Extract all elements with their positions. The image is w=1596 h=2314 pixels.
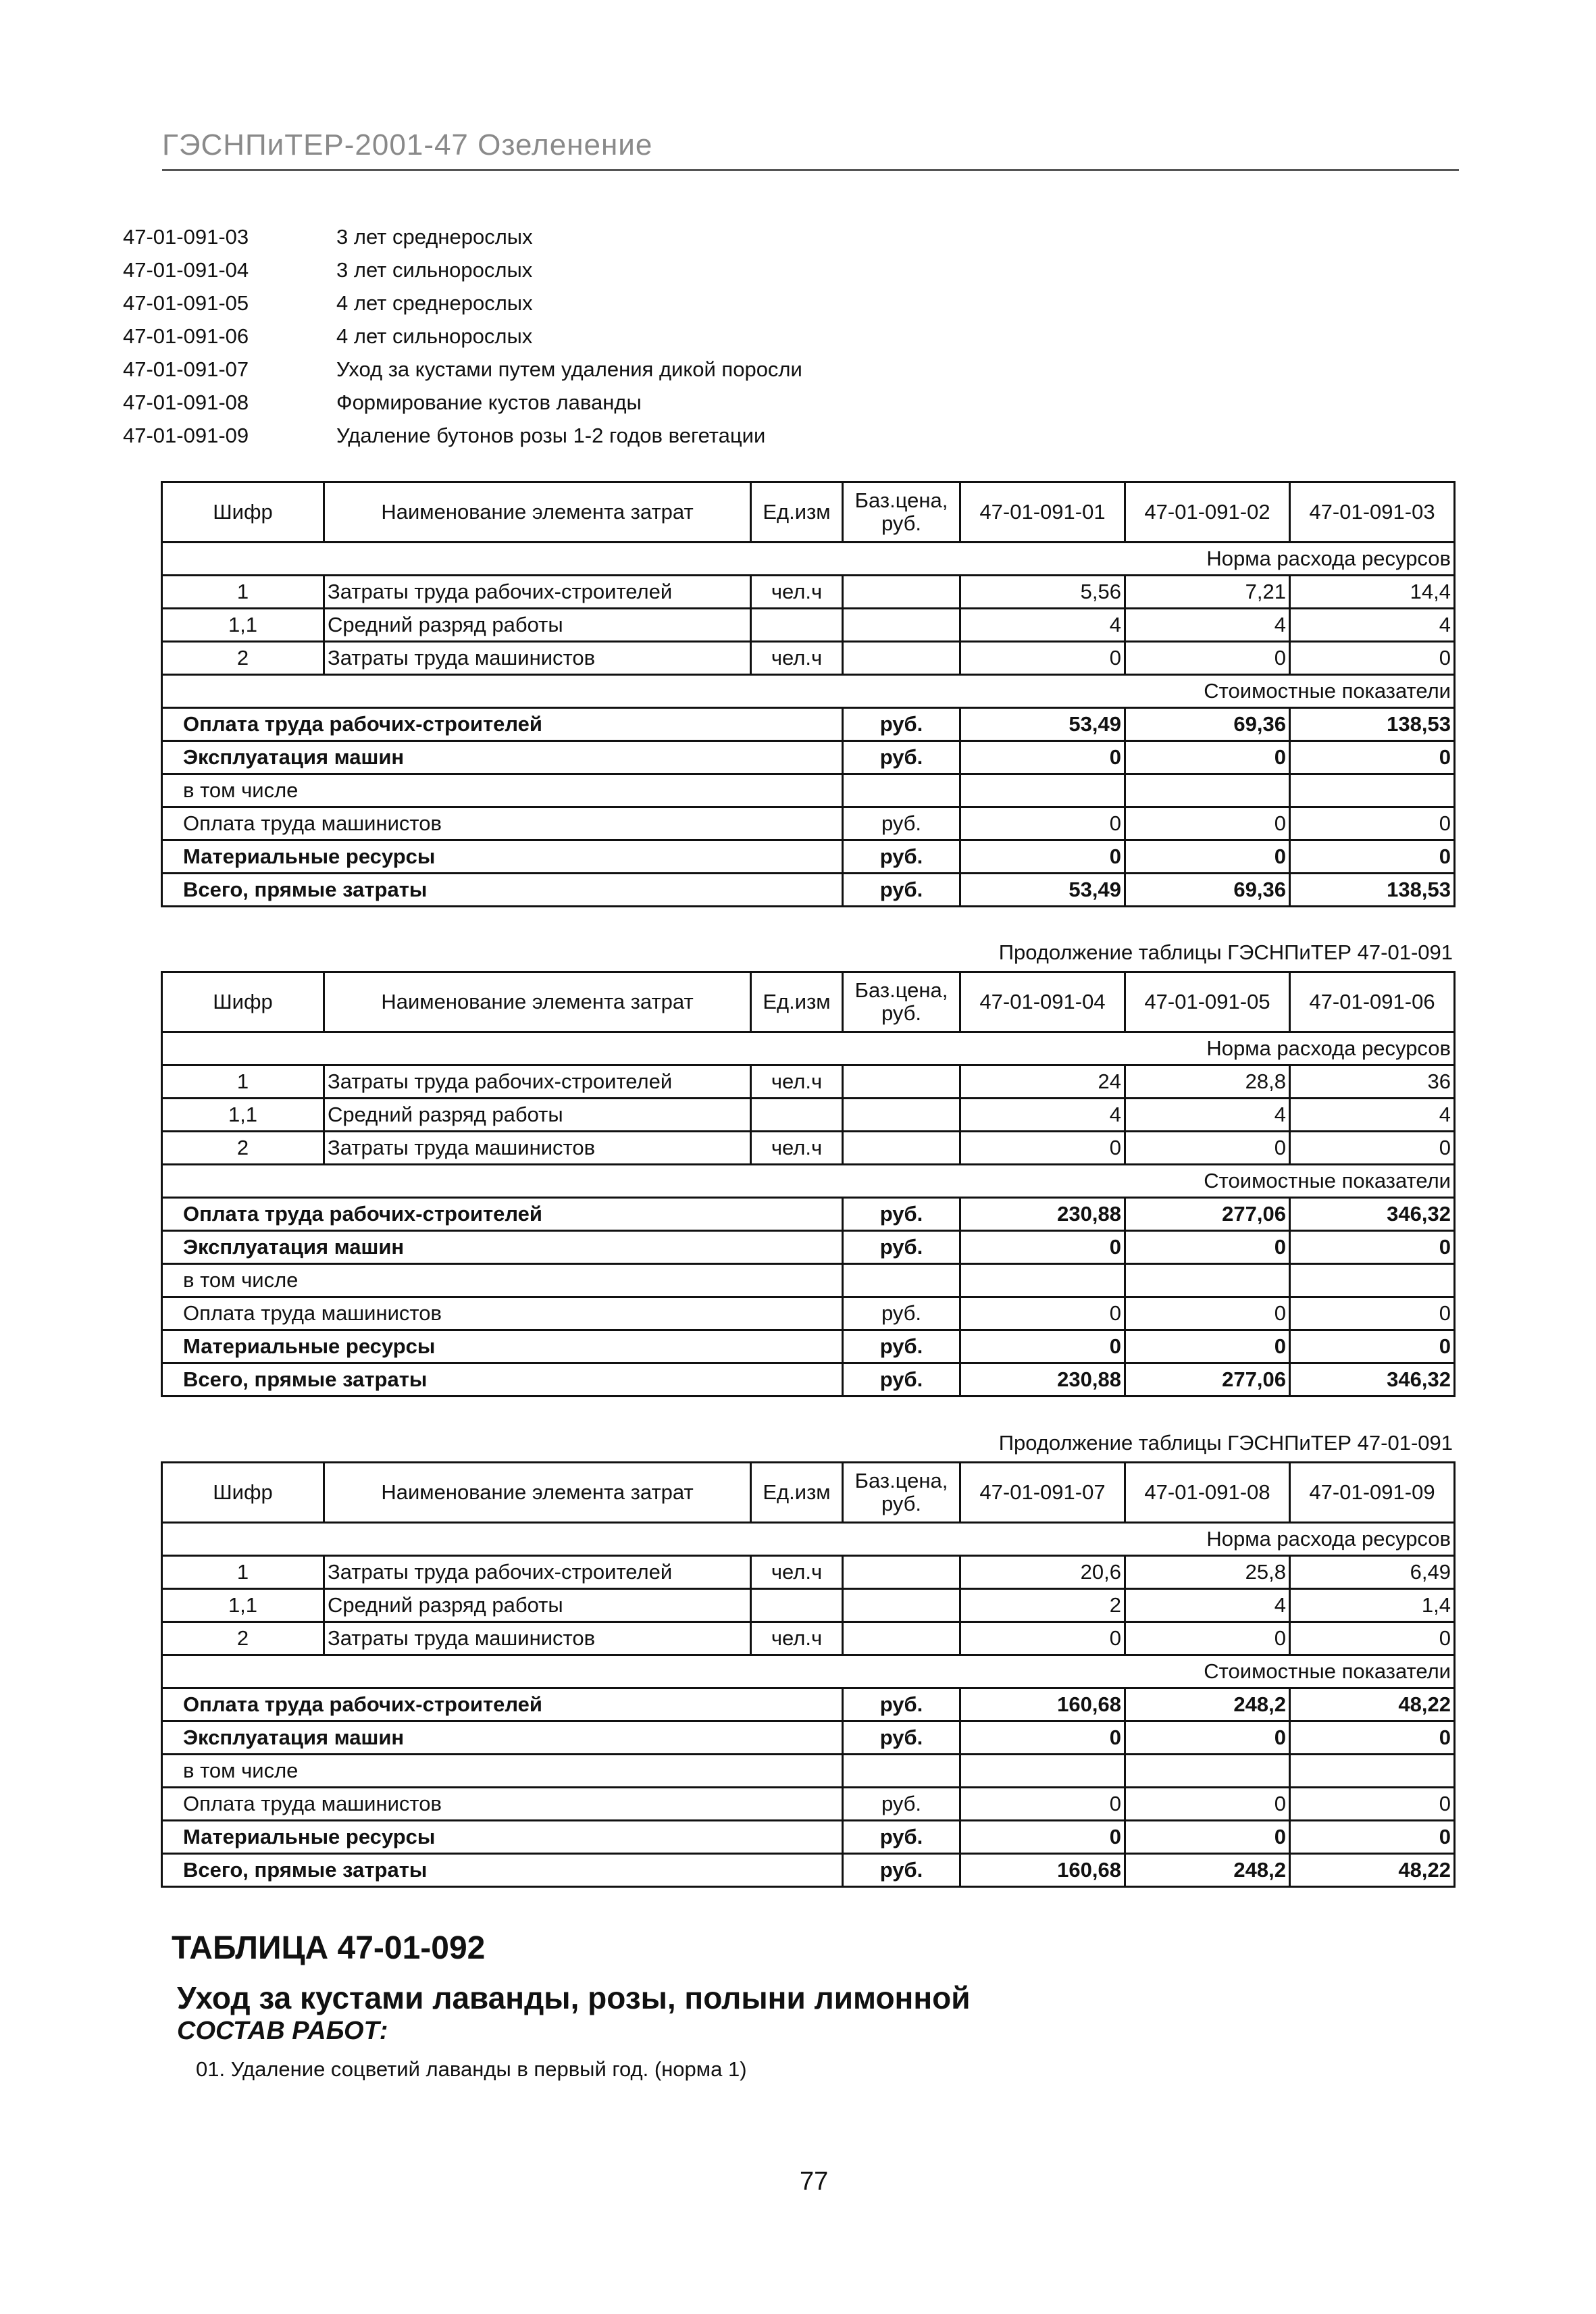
cost-value: 277,06: [1125, 1198, 1290, 1231]
cost-label: Материальные ресурсы: [162, 1821, 843, 1854]
resource-table-2: [161, 971, 1456, 1397]
col-unit: Ед.изм: [751, 972, 843, 1032]
row-cipher: 2: [162, 1622, 324, 1655]
cost-value: 0: [1290, 1788, 1455, 1821]
list-text: 4 лет среднерослых: [336, 291, 533, 315]
cost-value: 277,06: [1125, 1363, 1290, 1397]
col-price: [843, 1463, 960, 1523]
row-value: 0: [960, 642, 1125, 675]
col-code: 47-01-091-02: [1125, 482, 1290, 543]
cost-value: 248,2: [1125, 1688, 1290, 1721]
cost-label: Оплата труда машинистов: [162, 1297, 843, 1330]
cost-value: 0: [1290, 741, 1455, 774]
cost-value: 248,2: [1125, 1854, 1290, 1887]
list-code: 47-01-091-09: [123, 424, 249, 447]
cost-value: 346,32: [1290, 1198, 1455, 1231]
table-row: [162, 609, 1455, 642]
section-subtitle: Уход за кустами лаванды, розы, полыни лимонной: [177, 1980, 971, 2015]
cost-label: Эксплуатация машин: [162, 1231, 843, 1264]
cost-row: [162, 1821, 1455, 1854]
col-price-line1: Баз.цена,: [854, 1469, 948, 1492]
cost-unit: руб.: [843, 807, 960, 840]
row-unit: [751, 609, 843, 642]
cost-value: 0: [960, 807, 1125, 840]
cost-value: [1290, 1755, 1455, 1788]
cost-unit: руб.: [843, 1788, 960, 1821]
code-list: [123, 220, 802, 452]
cost-value: 0: [1290, 1330, 1455, 1363]
section-label: Стоимостные показатели: [162, 1655, 1455, 1688]
cost-label: в том числе: [162, 774, 843, 807]
row-value: 5,56: [960, 576, 1125, 609]
table-header-row: [162, 972, 1455, 1032]
col-cipher: Шифр: [162, 972, 324, 1032]
cost-row: [162, 840, 1455, 874]
cost-value: 0: [960, 741, 1125, 774]
cost-row: [162, 807, 1455, 840]
list-code: 47-01-091-05: [123, 291, 249, 315]
cost-row: [162, 708, 1455, 741]
row-value: 36: [1290, 1065, 1455, 1099]
list-item: [123, 419, 802, 452]
cost-unit: руб.: [843, 1198, 960, 1231]
page-number: 77: [800, 2167, 829, 2196]
col-cipher: Шифр: [162, 1463, 324, 1523]
cost-label: в том числе: [162, 1264, 843, 1297]
col-cipher: Шифр: [162, 482, 324, 543]
cost-label: Эксплуатация машин: [162, 741, 843, 774]
row-value: 0: [1290, 1132, 1455, 1165]
table-header-row: [162, 1463, 1455, 1523]
row-name: Затраты труда машинистов: [324, 1132, 751, 1165]
col-name: Наименование элемента затрат: [324, 972, 751, 1032]
section-row: [162, 675, 1455, 708]
row-unit: чел.ч: [751, 1556, 843, 1589]
row-name: Средний разряд работы: [324, 609, 751, 642]
col-code: 47-01-091-01: [960, 482, 1125, 543]
list-code: 47-01-091-04: [123, 258, 249, 282]
cost-value: 0: [960, 1231, 1125, 1264]
list-code: 47-01-091-08: [123, 391, 249, 414]
row-value: 7,21: [1125, 576, 1290, 609]
cost-label: Материальные ресурсы: [162, 840, 843, 874]
cost-label: Материальные ресурсы: [162, 1330, 843, 1363]
list-item: [123, 386, 802, 419]
row-value: 4: [1290, 1099, 1455, 1132]
row-value: 2: [960, 1589, 1125, 1622]
list-item: [123, 286, 802, 320]
table-row: [162, 1556, 1455, 1589]
col-unit: Ед.изм: [751, 482, 843, 543]
section-row: [162, 1165, 1455, 1198]
cost-label: Всего, прямые затраты: [162, 874, 843, 907]
cost-label: Оплата труда рабочих-строителей: [162, 1198, 843, 1231]
table-row: [162, 1622, 1455, 1655]
row-value: 1,4: [1290, 1589, 1455, 1622]
list-item: [123, 320, 802, 353]
row-name: Средний разряд работы: [324, 1589, 751, 1622]
cost-value: 0: [1125, 1721, 1290, 1755]
row-name: Затраты труда рабочих-строителей: [324, 576, 751, 609]
list-text: 4 лет сильнорослых: [336, 324, 533, 348]
continuation-caption: Продолжение таблицы ГЭСНПиТЕР 47-01-091: [998, 1431, 1453, 1455]
cost-value: 0: [960, 1788, 1125, 1821]
list-code: 47-01-091-03: [123, 225, 249, 249]
cost-value: 138,53: [1290, 874, 1455, 907]
list-text: 3 лет среднерослых: [336, 225, 533, 249]
list-code: 47-01-091-07: [123, 357, 249, 381]
row-value: 0: [1125, 642, 1290, 675]
row-value: 6,49: [1290, 1556, 1455, 1589]
section-label: Стоимостные показатели: [162, 675, 1455, 708]
cost-row: [162, 1330, 1455, 1363]
list-text: Удаление бутонов розы 1-2 годов вегетации: [336, 424, 766, 447]
row-value: 0: [1125, 1132, 1290, 1165]
row-unit: чел.ч: [751, 576, 843, 609]
row-value: 0: [960, 1132, 1125, 1165]
cost-unit: руб.: [843, 1330, 960, 1363]
cost-unit: руб.: [843, 1297, 960, 1330]
table-header-row: [162, 482, 1455, 543]
list-code: 47-01-091-06: [123, 324, 249, 348]
cost-label: Эксплуатация машин: [162, 1721, 843, 1755]
cost-value: 0: [1290, 807, 1455, 840]
cost-value: 0: [1125, 741, 1290, 774]
cost-value: 160,68: [960, 1688, 1125, 1721]
cost-unit: [843, 1755, 960, 1788]
cost-row: [162, 1198, 1455, 1231]
cost-value: 0: [1125, 807, 1290, 840]
cost-label: Оплата труда рабочих-строителей: [162, 1688, 843, 1721]
list-item: [123, 353, 802, 386]
cost-label: Всего, прямые затраты: [162, 1363, 843, 1397]
cost-value: 346,32: [1290, 1363, 1455, 1397]
row-cipher: 2: [162, 1132, 324, 1165]
row-value: 0: [1290, 1622, 1455, 1655]
row-value: 20,6: [960, 1556, 1125, 1589]
cost-value: 0: [1125, 1821, 1290, 1854]
row-value: 28,8: [1125, 1065, 1290, 1099]
col-name: Наименование элемента затрат: [324, 1463, 751, 1523]
resource-table-1: [161, 481, 1456, 907]
page-header: ГЭСНПиТЕР-2001-47 Озеленение: [162, 128, 653, 161]
table-row: [162, 1589, 1455, 1622]
cost-row: [162, 1264, 1455, 1297]
row-cipher: 1,1: [162, 609, 324, 642]
row-price: [843, 1589, 960, 1622]
cost-unit: руб.: [843, 741, 960, 774]
cost-value: 69,36: [1125, 708, 1290, 741]
row-price: [843, 1099, 960, 1132]
cost-unit: руб.: [843, 1721, 960, 1755]
cost-value: 0: [1290, 840, 1455, 874]
row-price: [843, 609, 960, 642]
list-item: [123, 220, 802, 253]
col-code: 47-01-091-06: [1290, 972, 1455, 1032]
cost-row: [162, 741, 1455, 774]
col-code: 47-01-091-04: [960, 972, 1125, 1032]
cost-unit: руб.: [843, 1688, 960, 1721]
row-cipher: 1,1: [162, 1589, 324, 1622]
section-label: Стоимостные показатели: [162, 1165, 1455, 1198]
cost-value: 0: [960, 840, 1125, 874]
cost-value: 138,53: [1290, 708, 1455, 741]
cost-value: 230,88: [960, 1198, 1125, 1231]
cost-value: 230,88: [960, 1363, 1125, 1397]
cost-value: 0: [1125, 1297, 1290, 1330]
col-price-line1: Баз.цена,: [854, 978, 948, 1002]
col-price: [843, 482, 960, 543]
row-value: 4: [1290, 609, 1455, 642]
row-value: 0: [1125, 1622, 1290, 1655]
col-name: Наименование элемента затрат: [324, 482, 751, 543]
cost-value: 160,68: [960, 1854, 1125, 1887]
cost-value: [1290, 1264, 1455, 1297]
row-value: 4: [960, 609, 1125, 642]
cost-value: 48,22: [1290, 1854, 1455, 1887]
col-price-line1: Баз.цена,: [854, 488, 948, 512]
col-code: 47-01-091-08: [1125, 1463, 1290, 1523]
cost-value: 0: [1290, 1231, 1455, 1264]
cost-row: [162, 874, 1455, 907]
cost-unit: руб.: [843, 1854, 960, 1887]
list-text: Уход за кустами путем удаления дикой поросли: [336, 357, 802, 381]
cost-value: 0: [960, 1297, 1125, 1330]
cost-row: [162, 774, 1455, 807]
work-composition-title: СОСТАВ РАБОТ:: [177, 2017, 388, 2045]
row-unit: чел.ч: [751, 642, 843, 675]
col-unit: Ед.изм: [751, 1463, 843, 1523]
cost-unit: руб.: [843, 708, 960, 741]
row-price: [843, 1132, 960, 1165]
cost-label: в том числе: [162, 1755, 843, 1788]
cost-value: 0: [1125, 840, 1290, 874]
cost-unit: руб.: [843, 1231, 960, 1264]
row-value: 4: [1125, 609, 1290, 642]
cost-unit: руб.: [843, 1821, 960, 1854]
col-price-line2: руб.: [881, 1001, 922, 1025]
section-row: [162, 1655, 1455, 1688]
table-row: [162, 576, 1455, 609]
row-name: Средний разряд работы: [324, 1099, 751, 1132]
row-name: Затраты труда машинистов: [324, 642, 751, 675]
row-price: [843, 1622, 960, 1655]
cost-value: 69,36: [1125, 874, 1290, 907]
cost-value: [1125, 1264, 1290, 1297]
row-price: [843, 642, 960, 675]
row-name: Затраты труда рабочих-строителей: [324, 1556, 751, 1589]
table-row: [162, 1099, 1455, 1132]
cost-label: Всего, прямые затраты: [162, 1854, 843, 1887]
row-value: 0: [960, 1622, 1125, 1655]
row-value: 4: [1125, 1099, 1290, 1132]
row-price: [843, 1065, 960, 1099]
table-row: [162, 1065, 1455, 1099]
table-row: [162, 642, 1455, 675]
cost-value: [960, 1755, 1125, 1788]
cost-value: 0: [960, 1821, 1125, 1854]
cost-row: [162, 1231, 1455, 1264]
cost-label: Оплата труда машинистов: [162, 1788, 843, 1821]
list-text: 3 лет сильнорослых: [336, 258, 533, 282]
cost-value: [1125, 1755, 1290, 1788]
row-cipher: 2: [162, 642, 324, 675]
cost-value: 0: [1290, 1821, 1455, 1854]
cost-label: Оплата труда рабочих-строителей: [162, 708, 843, 741]
col-code: 47-01-091-09: [1290, 1463, 1455, 1523]
row-unit: чел.ч: [751, 1065, 843, 1099]
cost-value: [1125, 774, 1290, 807]
row-value: 4: [960, 1099, 1125, 1132]
section-label: Норма расхода ресурсов: [162, 1032, 1455, 1065]
cost-row: [162, 1688, 1455, 1721]
row-name: Затраты труда машинистов: [324, 1622, 751, 1655]
cost-label: Оплата труда машинистов: [162, 807, 843, 840]
cost-row: [162, 1755, 1455, 1788]
cost-value: 0: [1125, 1231, 1290, 1264]
cost-row: [162, 1363, 1455, 1397]
header-divider: [162, 169, 1459, 171]
cost-row: [162, 1854, 1455, 1887]
row-unit: [751, 1589, 843, 1622]
row-unit: [751, 1099, 843, 1132]
cost-value: [960, 774, 1125, 807]
cost-unit: [843, 774, 960, 807]
col-code: 47-01-091-03: [1290, 482, 1455, 543]
row-unit: чел.ч: [751, 1132, 843, 1165]
cost-value: 0: [1125, 1788, 1290, 1821]
col-code: 47-01-091-05: [1125, 972, 1290, 1032]
cost-value: 0: [960, 1330, 1125, 1363]
list-text: Формирование кустов лаванды: [336, 391, 642, 414]
section-row: [162, 543, 1455, 576]
row-cipher: 1,1: [162, 1099, 324, 1132]
row-value: 4: [1125, 1589, 1290, 1622]
cost-value: 0: [1290, 1297, 1455, 1330]
cost-row: [162, 1788, 1455, 1821]
row-value: 14,4: [1290, 576, 1455, 609]
section-title: ТАБЛИЦА 47-01-092: [172, 1930, 486, 1966]
cost-value: 53,49: [960, 874, 1125, 907]
col-price-line2: руб.: [881, 511, 922, 535]
cost-value: 0: [960, 1721, 1125, 1755]
section-label: Норма расхода ресурсов: [162, 543, 1455, 576]
cost-row: [162, 1721, 1455, 1755]
row-cipher: 1: [162, 1065, 324, 1099]
cost-value: 0: [1125, 1330, 1290, 1363]
row-cipher: 1: [162, 1556, 324, 1589]
cost-unit: руб.: [843, 874, 960, 907]
cost-value: 53,49: [960, 708, 1125, 741]
row-value: 25,8: [1125, 1556, 1290, 1589]
col-price-line2: руб.: [881, 1492, 922, 1515]
table-row: [162, 1132, 1455, 1165]
section-label: Норма расхода ресурсов: [162, 1523, 1455, 1556]
cost-value: 48,22: [1290, 1688, 1455, 1721]
cost-value: 0: [1290, 1721, 1455, 1755]
cost-row: [162, 1297, 1455, 1330]
work-item: 01. Удаление соцветий лаванды в первый год. (норма 1): [196, 2057, 747, 2081]
section-row: [162, 1523, 1455, 1556]
continuation-caption: Продолжение таблицы ГЭСНПиТЕР 47-01-091: [998, 940, 1453, 964]
cost-value: [1290, 774, 1455, 807]
row-name: Затраты труда рабочих-строителей: [324, 1065, 751, 1099]
list-item: [123, 253, 802, 286]
row-value: 24: [960, 1065, 1125, 1099]
cost-unit: руб.: [843, 840, 960, 874]
row-price: [843, 576, 960, 609]
col-price: [843, 972, 960, 1032]
row-cipher: 1: [162, 576, 324, 609]
cost-unit: руб.: [843, 1363, 960, 1397]
resource-table-3: [161, 1461, 1456, 1888]
cost-value: [960, 1264, 1125, 1297]
row-unit: чел.ч: [751, 1622, 843, 1655]
row-value: 0: [1290, 642, 1455, 675]
col-code: 47-01-091-07: [960, 1463, 1125, 1523]
row-price: [843, 1556, 960, 1589]
section-row: [162, 1032, 1455, 1065]
cost-unit: [843, 1264, 960, 1297]
